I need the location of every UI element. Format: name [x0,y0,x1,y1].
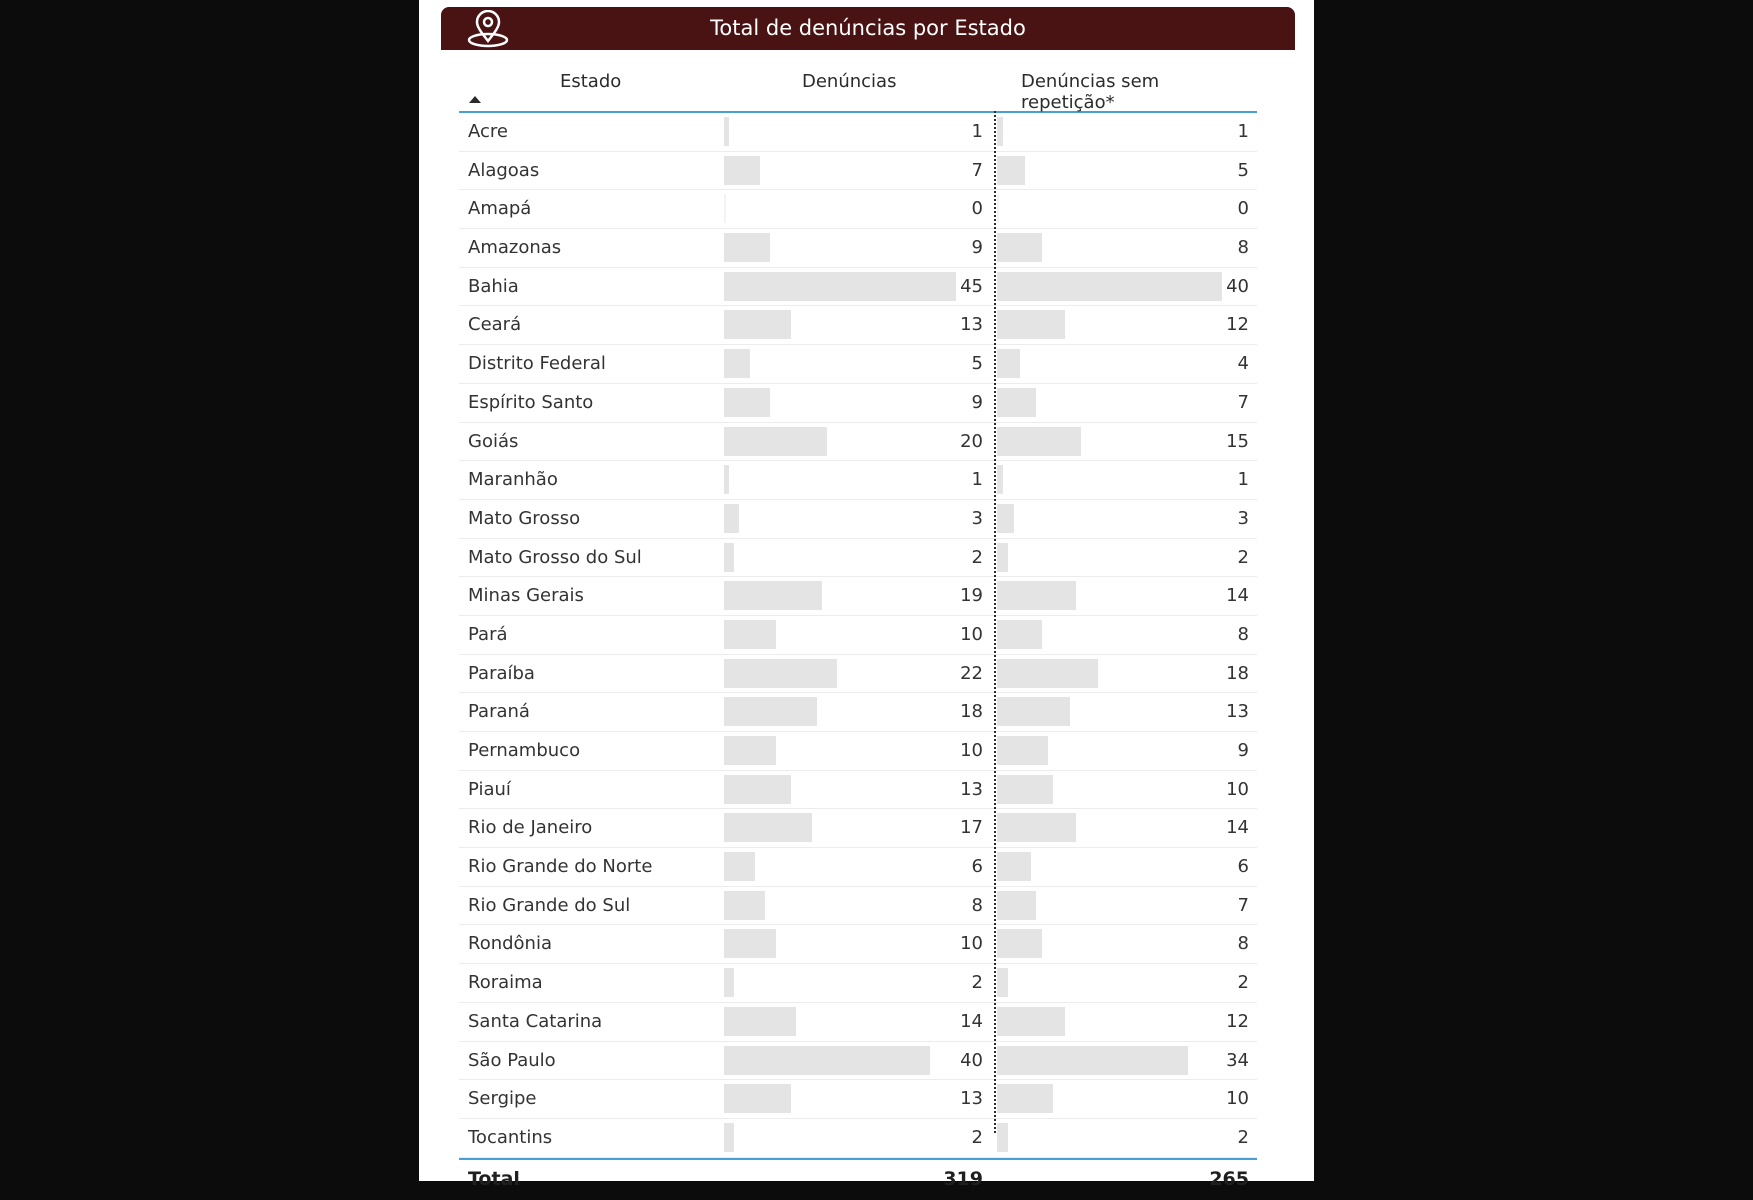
data-bar-sem-repeticao [997,117,1003,146]
table-row[interactable] [459,848,1257,887]
table-row[interactable] [459,577,1257,616]
bar-cell-denuncias [724,1007,989,1036]
bar-cell-denuncias [724,504,989,533]
data-label-sem-repeticao: 15 [1226,430,1249,452]
data-bar-denuncias [724,620,776,649]
bar-cell-denuncias [724,310,989,339]
data-bar-denuncias [724,465,729,494]
bar-cell-denuncias [724,968,989,997]
state-name: Paraná [468,701,530,723]
data-label-sem-repeticao: 12 [1226,1010,1249,1032]
bar-cell-denuncias [724,1123,989,1152]
bar-cell-sem-repeticao [997,813,1255,842]
state-name: Rio Grande do Sul [468,894,631,916]
data-label-sem-repeticao: 2 [1237,546,1249,568]
data-bar-denuncias [724,233,770,262]
bar-cell-sem-repeticao [997,620,1255,649]
state-name: Goiás [468,430,519,452]
bar-cell-sem-repeticao [997,194,1255,223]
data-label-denuncias: 5 [971,353,983,375]
state-name: Tocantins [468,1126,553,1148]
bar-cell-denuncias [724,620,989,649]
table-row[interactable] [459,152,1257,191]
state-name: Rio de Janeiro [468,817,593,839]
data-label-denuncias: 22 [960,662,983,684]
bar-cell-sem-repeticao [997,388,1255,417]
data-label-denuncias: 9 [971,237,983,259]
data-bar-sem-repeticao [997,891,1036,920]
data-bar-sem-repeticao [997,620,1042,649]
bar-cell-sem-repeticao [997,349,1255,378]
data-bar-sem-repeticao [997,813,1076,842]
bar-cell-denuncias [724,543,989,572]
data-label-sem-repeticao: 8 [1237,237,1249,259]
data-label-sem-repeticao: 4 [1237,353,1249,375]
bar-cell-sem-repeticao [997,427,1255,456]
data-label-denuncias: 7 [971,159,983,181]
data-label-sem-repeticao: 8 [1237,623,1249,645]
data-label-denuncias: 18 [960,701,983,723]
data-label-denuncias: 1 [971,121,983,142]
table-row[interactable] [459,1119,1257,1158]
data-bar-sem-repeticao [997,156,1025,185]
data-label-sem-repeticao: 34 [1226,1049,1249,1071]
state-name: Mato Grosso [468,507,581,529]
data-bar-denuncias [724,659,837,688]
total-denuncias: 319 [943,1167,983,1190]
bar-cell-denuncias [724,1084,989,1113]
table-row[interactable] [459,1080,1257,1119]
data-bar-sem-repeticao [997,349,1020,378]
bar-cell-denuncias [724,349,989,378]
data-bar-sem-repeticao [997,775,1053,804]
data-label-denuncias: 10 [960,933,983,955]
data-label-sem-repeticao: 40 [1226,275,1249,297]
data-label-denuncias: 45 [960,275,983,297]
table-row[interactable] [459,1003,1257,1042]
state-name: Piauí [468,778,511,800]
data-label-denuncias: 10 [960,740,983,761]
state-name: Pará [468,623,508,645]
data-label-denuncias: 13 [960,1088,983,1110]
data-label-sem-repeticao: 10 [1226,1088,1249,1110]
data-label-denuncias: 14 [960,1010,983,1032]
bar-cell-denuncias [724,1046,989,1075]
data-bar-sem-repeticao [997,310,1065,339]
data-label-denuncias: 17 [960,817,983,839]
data-bar-denuncias [724,775,791,804]
data-label-denuncias: 8 [971,894,983,916]
data-bar-denuncias [724,697,817,726]
data-bar-sem-repeticao [997,659,1098,688]
table-row[interactable] [459,655,1257,694]
column-header-denuncias[interactable]: Denúncias [802,71,897,92]
data-table [459,58,1257,1200]
bar-cell-sem-repeticao [997,1046,1255,1075]
bar-cell-denuncias [724,117,989,146]
data-bar-denuncias [724,194,726,223]
bar-cell-sem-repeticao [997,117,1255,146]
bar-cell-sem-repeticao [997,156,1255,185]
bar-cell-sem-repeticao [997,581,1255,610]
data-bar-sem-repeticao [997,581,1076,610]
state-name: Distrito Federal [468,353,606,375]
data-label-sem-repeticao: 0 [1237,198,1249,220]
data-label-denuncias: 19 [960,585,983,607]
sort-ascending-icon[interactable] [469,96,481,103]
table-header [459,58,1257,113]
data-bar-denuncias [724,427,827,456]
data-bar-sem-repeticao [997,736,1048,765]
state-name: Espírito Santo [468,391,594,413]
data-label-sem-repeticao: 12 [1226,314,1249,336]
bar-cell-sem-repeticao [997,465,1255,494]
bar-cell-sem-repeticao [997,736,1255,765]
data-label-sem-repeticao: 5 [1237,159,1249,181]
data-label-sem-repeticao: 14 [1226,817,1249,839]
bar-cell-denuncias [724,388,989,417]
bar-cell-sem-repeticao [997,233,1255,262]
state-name: Rio Grande do Norte [468,856,653,878]
total-label: Total [468,1167,520,1190]
bar-cell-denuncias [724,891,989,920]
data-bar-sem-repeticao [997,929,1042,958]
table-row[interactable] [459,306,1257,345]
data-label-sem-repeticao: 18 [1226,662,1249,684]
page-title: Total de denúncias por Estado [710,16,1026,40]
data-bar-sem-repeticao [997,1046,1188,1075]
data-bar-denuncias [724,504,739,533]
data-bar-sem-repeticao [997,1007,1065,1036]
data-bar-denuncias [724,310,791,339]
state-name: Pernambuco [468,740,581,761]
data-label-sem-repeticao: 2 [1237,972,1249,994]
table-row[interactable] [459,345,1257,384]
bar-cell-denuncias [724,581,989,610]
data-label-sem-repeticao: 14 [1226,585,1249,607]
bar-cell-denuncias [724,775,989,804]
bar-cell-denuncias [724,427,989,456]
data-label-sem-repeticao: 1 [1237,469,1249,491]
data-bar-sem-repeticao [997,233,1042,262]
bar-cell-sem-repeticao [997,891,1255,920]
data-label-sem-repeticao: 10 [1226,778,1249,800]
total-row [459,1158,1257,1200]
data-bar-denuncias [724,581,822,610]
data-label-sem-repeticao: 2 [1237,1126,1249,1148]
table-body [459,113,1257,1158]
bar-cell-denuncias [724,272,989,301]
bar-cell-sem-repeticao [997,697,1255,726]
table-row[interactable] [459,190,1257,229]
bar-cell-denuncias [724,194,989,223]
bar-cell-denuncias [724,659,989,688]
data-label-denuncias: 2 [971,972,983,994]
data-bar-denuncias [724,156,760,185]
data-bar-sem-repeticao [997,1084,1053,1113]
table-row[interactable] [459,1042,1257,1081]
state-name: Roraima [468,972,543,994]
data-bar-denuncias [724,388,770,417]
data-bar-denuncias [724,929,776,958]
data-bar-sem-repeticao [997,427,1081,456]
data-bar-denuncias [724,117,729,146]
data-bar-sem-repeticao [997,388,1036,417]
table-row[interactable] [459,229,1257,268]
data-bar-sem-repeticao [997,1123,1008,1152]
bar-cell-denuncias [724,233,989,262]
data-bar-denuncias [724,272,956,301]
table-row[interactable] [459,925,1257,964]
data-bar-sem-repeticao [997,852,1031,881]
data-bar-denuncias [724,1007,796,1036]
data-label-sem-repeticao: 1 [1237,121,1249,142]
data-label-denuncias: 9 [971,391,983,413]
data-bar-sem-repeticao [997,504,1014,533]
table-row[interactable] [459,113,1257,152]
data-label-sem-repeticao: 13 [1226,701,1249,723]
state-name: Rondônia [468,933,552,955]
bar-cell-denuncias [724,465,989,494]
data-label-denuncias: 10 [960,623,983,645]
data-label-denuncias: 40 [960,1049,983,1071]
bar-cell-denuncias [724,929,989,958]
data-label-denuncias: 20 [960,430,983,452]
data-bar-sem-repeticao [997,465,1003,494]
data-bar-denuncias [724,1084,791,1113]
data-bar-sem-repeticao [997,543,1008,572]
table-row[interactable] [459,268,1257,307]
bar-cell-sem-repeticao [997,968,1255,997]
state-name: Amapá [468,198,532,220]
bar-cell-sem-repeticao [997,543,1255,572]
table-row[interactable] [459,461,1257,500]
data-bar-denuncias [724,813,812,842]
state-name: Sergipe [468,1088,537,1110]
table-row[interactable] [459,539,1257,578]
bar-cell-sem-repeticao [997,1123,1255,1152]
data-label-sem-repeticao: 7 [1237,391,1249,413]
data-label-denuncias: 13 [960,778,983,800]
bar-cell-denuncias [724,852,989,881]
table-row[interactable] [459,809,1257,848]
data-bar-sem-repeticao [997,968,1008,997]
bar-cell-sem-repeticao [997,310,1255,339]
table-row[interactable] [459,384,1257,423]
state-name: Minas Gerais [468,585,584,607]
bar-cell-sem-repeticao [997,929,1255,958]
data-label-sem-repeticao: 7 [1237,894,1249,916]
state-name: Alagoas [468,159,540,181]
bar-cell-denuncias [724,697,989,726]
data-label-denuncias: 3 [971,507,983,529]
state-name: Ceará [468,314,522,336]
data-label-denuncias: 13 [960,314,983,336]
data-bar-sem-repeticao [997,272,1222,301]
table-row[interactable] [459,964,1257,1003]
table-row[interactable] [459,423,1257,462]
data-label-denuncias: 2 [971,1126,983,1148]
state-name: Santa Catarina [468,1010,603,1032]
data-label-sem-repeticao: 6 [1237,856,1249,878]
table-row[interactable] [459,771,1257,810]
state-name: Maranhão [468,469,558,491]
data-bar-denuncias [724,891,765,920]
state-name: São Paulo [468,1049,556,1071]
bar-cell-sem-repeticao [997,659,1255,688]
column-header-estado[interactable]: Estado [560,71,622,92]
table-row[interactable] [459,500,1257,539]
data-label-denuncias: 6 [971,856,983,878]
state-name: Amazonas [468,237,562,259]
table-row[interactable] [459,616,1257,655]
data-bar-sem-repeticao [997,697,1070,726]
state-name: Paraíba [468,662,535,684]
report-panel [419,0,1314,1190]
bar-cell-sem-repeticao [997,775,1255,804]
data-bar-denuncias [724,736,776,765]
bar-cell-denuncias [724,736,989,765]
table-row[interactable] [459,732,1257,771]
bar-cell-sem-repeticao [997,852,1255,881]
data-label-denuncias: 2 [971,546,983,568]
table-row[interactable] [459,693,1257,732]
bar-cell-denuncias [724,156,989,185]
bar-cell-sem-repeticao [997,272,1255,301]
bar-cell-sem-repeticao [997,1007,1255,1036]
column-header-denuncias-sem-repeticao[interactable]: Denúncias sem repetição* [1021,71,1160,113]
data-bar-denuncias [724,349,750,378]
data-bar-denuncias [724,1046,930,1075]
state-name: Bahia [468,275,519,297]
data-bar-denuncias [724,543,734,572]
data-label-sem-repeticao: 9 [1237,740,1249,761]
bar-cell-denuncias [724,813,989,842]
data-bar-denuncias [724,968,734,997]
bar-cell-sem-repeticao [997,504,1255,533]
bar-cell-sem-repeticao [997,1084,1255,1113]
table-row[interactable] [459,887,1257,926]
data-bar-denuncias [724,852,755,881]
title-bar [441,7,1295,50]
data-label-denuncias: 1 [971,469,983,491]
data-label-denuncias: 0 [971,198,983,220]
data-bar-sem-repeticao [997,194,999,223]
total-sem-repeticao: 265 [1209,1167,1249,1190]
data-label-sem-repeticao: 8 [1237,933,1249,955]
data-bar-denuncias [724,1123,734,1152]
column-divider [994,111,996,1133]
state-name: Mato Grosso do Sul [468,546,642,568]
state-name: Acre [468,121,508,142]
data-label-sem-repeticao: 3 [1237,507,1249,529]
